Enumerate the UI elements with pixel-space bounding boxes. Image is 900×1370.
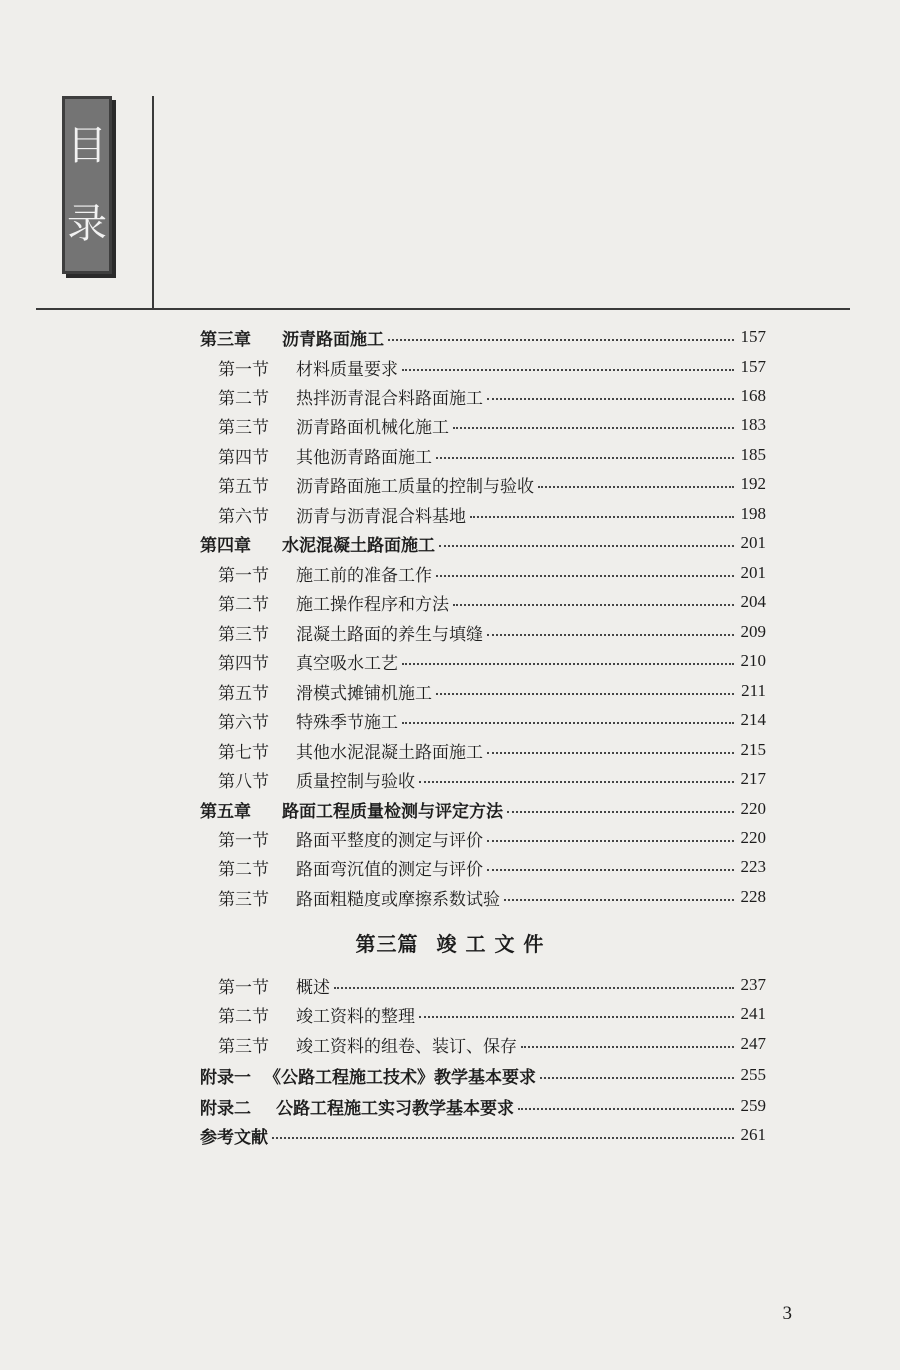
section-title: 施工操作程序和方法: [296, 594, 449, 615]
leader-dots: [470, 516, 734, 518]
section-number: 第五节: [218, 476, 269, 497]
section-number: 第三节: [218, 417, 269, 438]
leader-dots: [419, 1016, 734, 1018]
page-ref: 198: [740, 504, 766, 523]
section-title: 质量控制与验收: [296, 771, 415, 792]
toc-section[interactable]: [218, 764, 766, 794]
leader-dots: [334, 987, 734, 989]
leader-dots: [388, 339, 734, 341]
toc-chapter-3[interactable]: [200, 322, 766, 352]
section-number: 第一节: [218, 565, 269, 586]
page-ref: 214: [740, 710, 766, 729]
leader-dots: [540, 1077, 734, 1079]
chapter-title: 水泥混凝土路面施工: [282, 535, 435, 556]
toc-section[interactable]: [218, 882, 766, 912]
section-number: 第一节: [218, 830, 269, 851]
toc-chapter-5[interactable]: [200, 794, 766, 824]
toc-section[interactable]: [218, 823, 766, 853]
page-ref: 217: [740, 769, 766, 788]
page-ref: 228: [740, 887, 766, 906]
leader-dots: [419, 781, 734, 783]
section-title: 混凝土路面的养生与填缝: [296, 624, 483, 645]
toc-appendix-2[interactable]: [200, 1091, 766, 1121]
toc-section[interactable]: [218, 410, 766, 440]
leader-dots: [487, 840, 734, 842]
page-ref: 261: [740, 1125, 766, 1144]
toc-side-tab: [62, 96, 112, 274]
page-ref: 223: [740, 857, 766, 876]
section-number: 第一节: [218, 977, 269, 998]
section-title: 路面粗糙度或摩擦系数试验: [296, 889, 500, 910]
section-title: 竣工资料的整理: [296, 1006, 415, 1027]
section-number: 第四节: [218, 653, 269, 674]
leader-dots: [521, 1046, 734, 1048]
part-label: 第三篇: [355, 932, 419, 956]
chapter-number: 第四章: [200, 535, 251, 556]
leader-dots: [487, 869, 734, 871]
page-ref: 259: [740, 1096, 766, 1115]
section-number: 第三节: [218, 889, 269, 910]
section-number: 第六节: [218, 506, 269, 527]
toc-section[interactable]: [218, 676, 766, 706]
toc-section[interactable]: [218, 469, 766, 499]
chapter-number: 第三章: [200, 329, 251, 350]
section-number: 第七节: [218, 742, 269, 763]
leader-dots: [402, 369, 734, 371]
page-ref: 183: [740, 415, 766, 434]
part-title: 竣 工 文 件: [436, 932, 545, 956]
leader-dots: [487, 752, 734, 754]
page-ref: 247: [740, 1034, 766, 1053]
toc-section[interactable]: [218, 970, 766, 1000]
leader-dots: [453, 604, 734, 606]
side-tab-char-2: 录: [67, 201, 107, 247]
toc-section[interactable]: [218, 705, 766, 735]
toc-chapter-4[interactable]: [200, 528, 766, 558]
section-number: 第二节: [218, 594, 269, 615]
toc-references[interactable]: [200, 1120, 766, 1150]
leader-dots: [518, 1108, 734, 1110]
page-ref: 192: [740, 474, 766, 493]
leader-dots: [507, 811, 734, 813]
page-ref: 211: [741, 681, 766, 700]
toc-section[interactable]: [218, 617, 766, 647]
toc-section[interactable]: [218, 999, 766, 1029]
toc-section[interactable]: [218, 852, 766, 882]
page-ref: 201: [740, 563, 766, 582]
page-ref: 157: [740, 327, 766, 346]
chapter-title: 路面工程质量检测与评定方法: [282, 801, 503, 822]
page-ref: 204: [740, 592, 766, 611]
section-number: 第三节: [218, 624, 269, 645]
page-ref: 168: [740, 386, 766, 405]
side-tab-char-1: 目: [67, 123, 107, 169]
section-title: 沥青路面施工质量的控制与验收: [296, 476, 534, 497]
section-number: 第二节: [218, 859, 269, 880]
part-heading[interactable]: [0, 928, 900, 957]
page-ref: 215: [740, 740, 766, 759]
section-number: 第六节: [218, 712, 269, 733]
section-title: 真空吸水工艺: [296, 653, 398, 674]
section-title: 竣工资料的组卷、装订、保存: [296, 1036, 517, 1057]
leader-dots: [436, 693, 734, 695]
leader-dots: [538, 486, 734, 488]
page-ref: 220: [740, 828, 766, 847]
section-title: 滑模式摊铺机施工: [296, 683, 432, 704]
toc-section[interactable]: [218, 352, 766, 382]
section-title: 其他沥青路面施工: [296, 447, 432, 468]
section-title: 其他水泥混凝土路面施工: [296, 742, 483, 763]
page-ref: 209: [740, 622, 766, 641]
chapter-number: 第五章: [200, 801, 251, 822]
toc-appendix-1[interactable]: [200, 1060, 766, 1090]
page-ref: 185: [740, 445, 766, 464]
page-ref: 220: [740, 799, 766, 818]
section-title: 沥青路面机械化施工: [296, 417, 449, 438]
section-number: 第五节: [218, 683, 269, 704]
leader-dots: [436, 457, 734, 459]
page-ref: 210: [740, 651, 766, 670]
page-ref: 201: [740, 533, 766, 552]
leader-dots: [436, 575, 734, 577]
page-ref: 237: [740, 975, 766, 994]
leader-dots: [402, 663, 734, 665]
appendix-title: 《公路工程施工技术》教学基本要求: [264, 1067, 536, 1088]
section-number: 第四节: [218, 447, 269, 468]
appendix-number: 附录一: [200, 1067, 251, 1088]
page-number: 3: [782, 1303, 792, 1324]
toc-section[interactable]: [218, 735, 766, 765]
section-title: 施工前的准备工作: [296, 565, 432, 586]
toc-section[interactable]: [218, 646, 766, 676]
section-number: 第一节: [218, 359, 269, 380]
toc-section[interactable]: [218, 1029, 766, 1059]
horizontal-rule: [36, 308, 850, 310]
leader-dots: [487, 634, 734, 636]
section-title: 概述: [296, 977, 330, 998]
section-number: 第二节: [218, 1006, 269, 1027]
section-title: 特殊季节施工: [296, 712, 398, 733]
references-title: 参考文献: [200, 1127, 268, 1148]
leader-dots: [487, 398, 734, 400]
section-title: 路面平整度的测定与评价: [296, 830, 483, 851]
toc-section[interactable]: [218, 499, 766, 529]
page-ref: 255: [740, 1065, 766, 1084]
page-ref: 157: [740, 357, 766, 376]
leader-dots: [272, 1137, 734, 1139]
appendix-title: 公路工程施工实习教学基本要求: [276, 1098, 514, 1119]
toc-section[interactable]: [218, 587, 766, 617]
leader-dots: [453, 427, 734, 429]
section-number: 第三节: [218, 1036, 269, 1057]
section-title: 热拌沥青混合料路面施工: [296, 388, 483, 409]
leader-dots: [402, 722, 734, 724]
section-title: 沥青与沥青混合料基地: [296, 506, 466, 527]
leader-dots: [504, 899, 734, 901]
appendix-number: 附录二: [200, 1098, 251, 1119]
section-title: 材料质量要求: [296, 359, 398, 380]
page-ref: 241: [740, 1004, 766, 1023]
toc-section[interactable]: [218, 381, 766, 411]
section-title: 路面弯沉值的测定与评价: [296, 859, 483, 880]
toc-section[interactable]: [218, 558, 766, 588]
chapter-title: 沥青路面施工: [282, 329, 384, 350]
section-number: 第八节: [218, 771, 269, 792]
leader-dots: [439, 545, 734, 547]
vertical-rule: [152, 96, 154, 310]
toc-section[interactable]: [218, 440, 766, 470]
section-number: 第二节: [218, 388, 269, 409]
